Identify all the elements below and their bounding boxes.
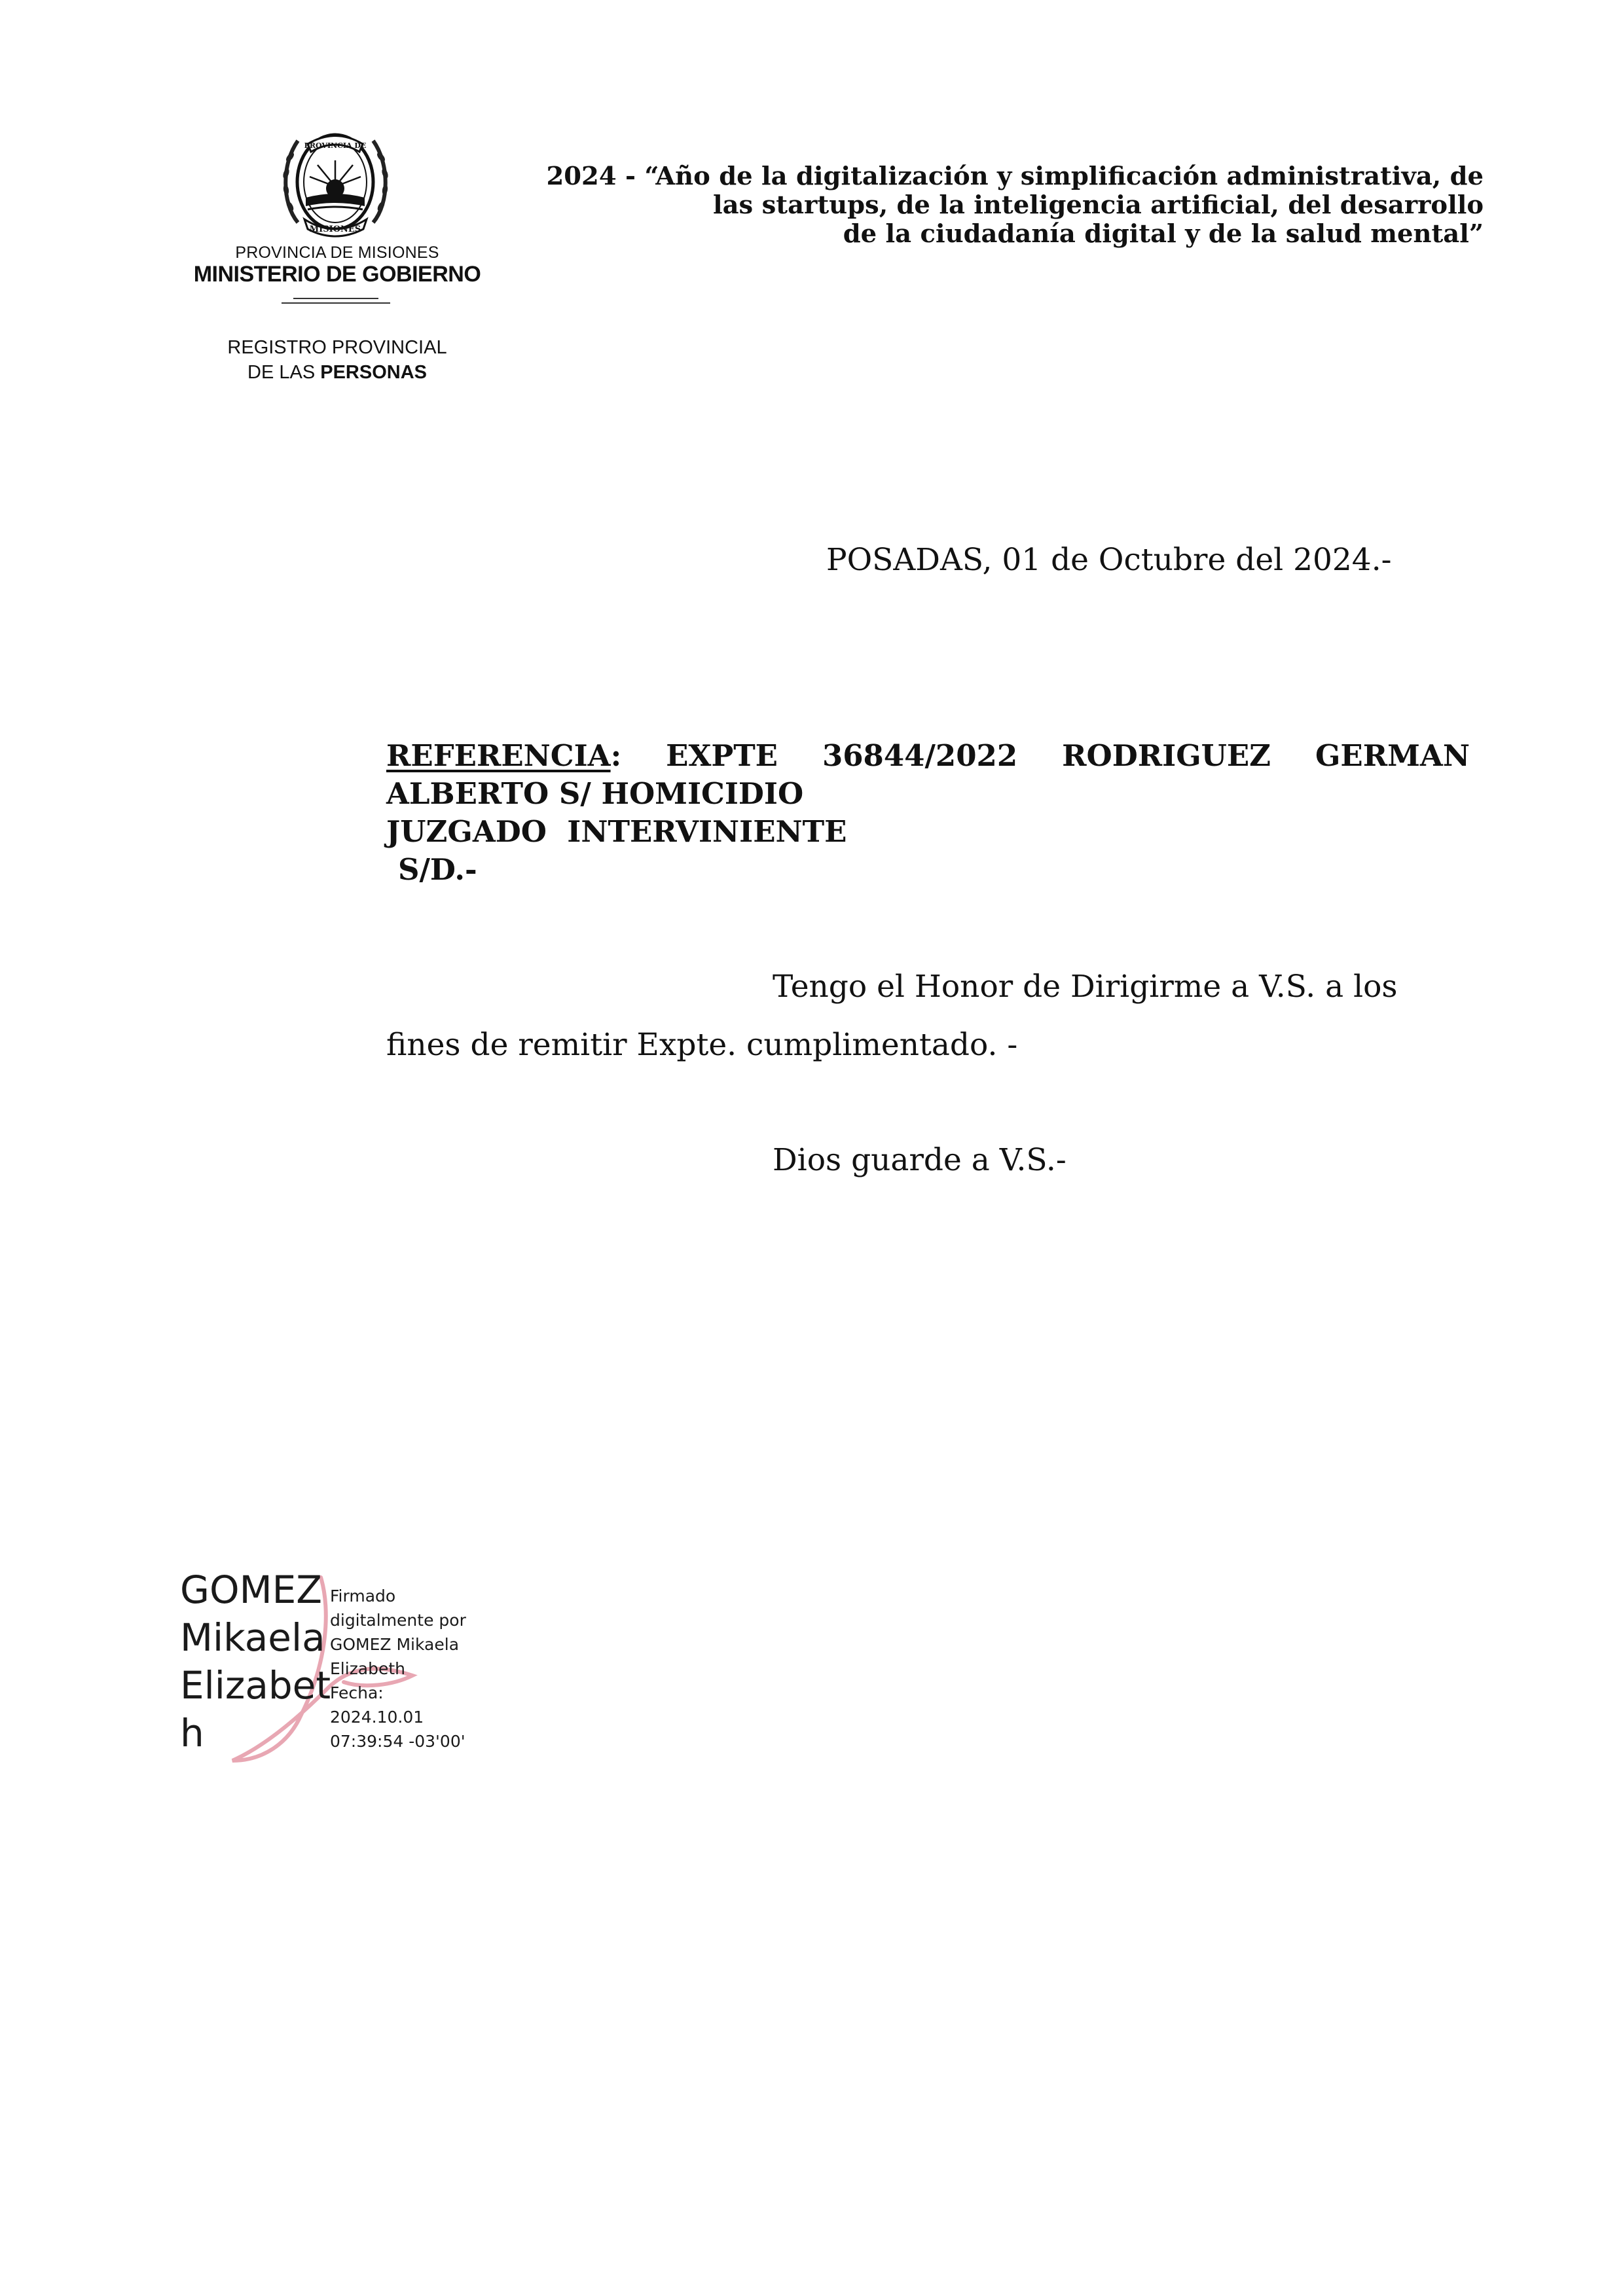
reference-line3: JUZGADO INTERVINIENTE [386,814,847,849]
reference-block [386,737,1470,889]
body-line2: fines de remitir Expte. cumplimentado. - [386,1027,1018,1063]
letterhead-registry-line2 [196,362,478,384]
signature-meta-line: Elizabeth [330,1659,406,1678]
letterhead-ministry: MINISTERIO DE GOBIERNO [193,262,481,287]
signature-name-line: Mikaela [180,1615,325,1660]
reference-name1: RODRIGUEZ [1062,738,1271,773]
signature-meta-line: digitalmente por [330,1611,466,1630]
province-seal-logo [278,124,393,241]
letterhead-divider [282,302,390,304]
reference-number: 36844/2022 [822,738,1018,773]
signature-name-line: GOMEZ [180,1568,323,1612]
seal-text-bottom: MISIONES [309,224,361,234]
signature-meta-line: GOMEZ Mikaela [330,1635,460,1654]
closing-line: Dios guarde a V.S.- [773,1142,1067,1178]
reference-colon: : [610,738,622,773]
reference-line1 [386,737,1470,775]
signature-meta-line: 07:39:54 -03'00' [330,1732,465,1751]
letterhead-registry-line1: REGISTRO PROVINCIAL [227,337,447,358]
reference-line4: S/D.- [398,852,477,887]
document-date: POSADAS, 01 de Octubre del 2024.- [826,542,1392,578]
motto-line: 2024 - “Año de la digitalización y simplificación administrativa, de [546,162,1484,191]
reference-name2: GERMAN [1315,738,1470,773]
letterhead-province: PROVINCIA DE MISIONES [235,243,439,262]
signature-name-line: h [180,1711,204,1755]
reference-line2: ALBERTO S/ HOMICIDIO [386,776,804,811]
letterhead-divider [293,298,378,299]
signature-name-line: Elizabet [180,1663,331,1708]
registry-line2-bold: PERSONAS [320,362,427,383]
reference-expte: EXPTE [666,738,778,773]
signature-meta-line: Firmado [330,1587,396,1605]
motto-line: las startups, de la inteligencia artificial, del desarrollo [712,190,1484,220]
reference-label: REFERENCIA [386,738,611,773]
body-line1: Tengo el Honor de Dirigirme a V.S. a los [773,969,1398,1005]
motto-line: de la ciudadanía digital y de la salud mental” [843,219,1484,249]
signature-meta-line: 2024.10.01 [330,1708,424,1727]
signature-meta-line: Fecha: [330,1683,384,1702]
seal-text-top: PROVINCIA DE [304,141,367,150]
registry-line2-prefix: DE LAS [247,362,316,383]
signature-metadata [330,1584,466,1753]
signature-name [180,1566,331,1757]
year-motto [546,162,1484,249]
